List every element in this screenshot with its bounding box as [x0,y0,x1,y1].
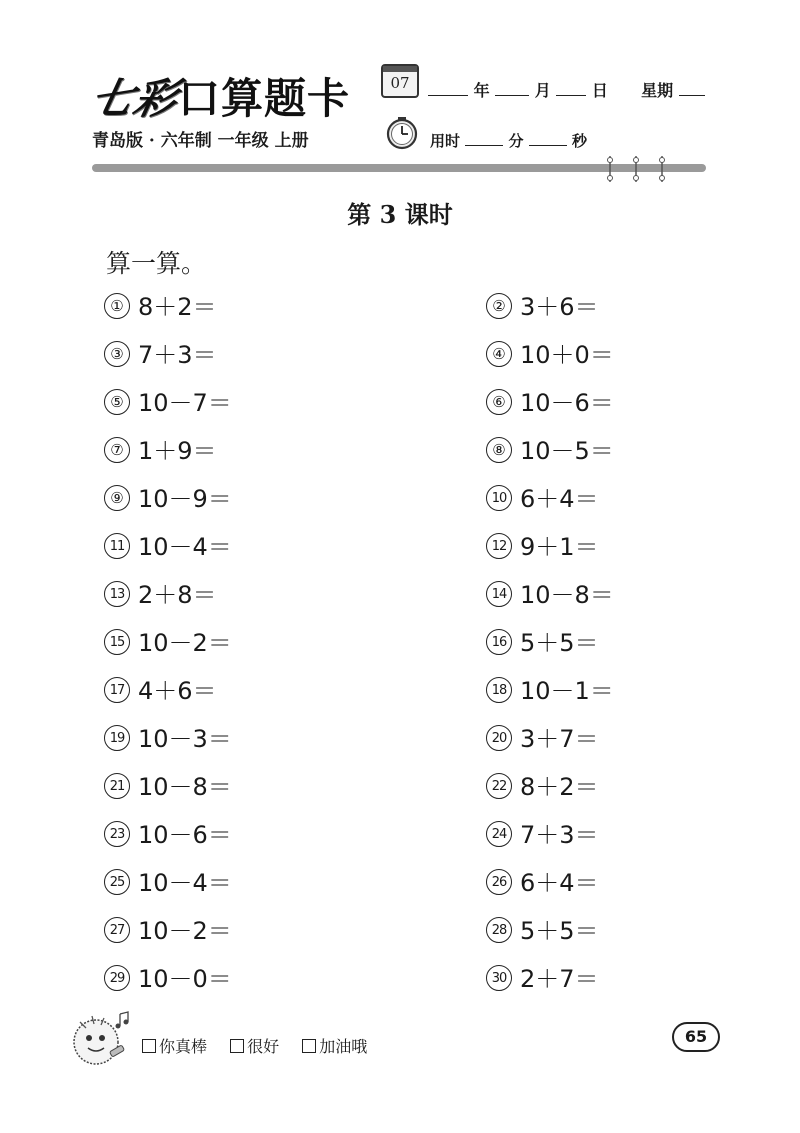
problem-expression: 10－3＝ [138,725,232,753]
problem-number: ⑨ [104,485,130,511]
problem-item [104,628,232,658]
problem-item [104,388,232,418]
problem-expression: 10－1＝ [520,677,614,705]
month-label: 月 [534,81,551,100]
problem-item [104,292,217,322]
problem-expression: 10－9＝ [138,485,232,513]
problem-item [486,580,614,610]
problem-number: 12 [486,533,512,559]
problem-expression: 10－0＝ [138,965,232,993]
minutes-label: 分 [508,132,524,150]
problem-expression: 3＋6＝ [520,293,599,321]
year-blank[interactable] [428,81,468,96]
time-fill-line [430,130,587,151]
binder-clip-icon [659,156,665,182]
problem-expression: 10－7＝ [138,389,232,417]
problem-number: 14 [486,581,512,607]
checkbox-icon[interactable] [230,1039,244,1053]
problem-number: ⑥ [486,389,512,415]
problem-expression: 9＋1＝ [520,533,599,561]
problem-item [486,868,599,898]
problem-number: 16 [486,629,512,655]
problem-number: 22 [486,773,512,799]
rating-label: 你真棒 [159,1037,208,1056]
problem-item [104,676,217,706]
problem-expression: 4＋6＝ [138,677,217,705]
brand-title [86,66,351,126]
problem-item [486,484,599,514]
brand-title-first: 七彩 [86,74,183,123]
problem-item [486,724,599,754]
problem-expression: 2＋8＝ [138,581,217,609]
problem-expression: 10－6＝ [520,389,614,417]
problem-item [486,820,599,850]
problem-expression: 7＋3＝ [520,821,599,849]
rating-label: 很好 [247,1037,280,1056]
minutes-blank[interactable] [465,131,503,146]
problem-expression: 10－4＝ [138,533,232,561]
problem-expression: 10－4＝ [138,869,232,897]
page-number: 65 [672,1022,720,1052]
problem-expression: 10－6＝ [138,821,232,849]
problem-item [104,820,232,850]
year-label: 年 [473,81,490,100]
problem-expression: 7＋3＝ [138,341,217,369]
problem-item [486,964,599,994]
problem-item [104,868,232,898]
weekday-label: 星期 [641,81,674,100]
weekday-blank[interactable] [679,81,705,96]
edition-label: 青岛版 · 六年制 一年级 上册 [92,131,309,151]
problem-expression: 6＋4＝ [520,485,599,513]
self-rating [142,1034,385,1057]
rating-option-good[interactable] [230,1037,279,1056]
day-label: 日 [591,81,608,100]
problem-expression: 5＋5＝ [520,917,599,945]
lesson-title: 第 3 课时 [347,200,453,229]
problem-number: 26 [486,869,512,895]
problem-expression: 6＋4＝ [520,869,599,897]
day-blank[interactable] [556,81,586,96]
rating-label: 加油哦 [319,1037,368,1056]
problem-item [486,916,599,946]
calendar-icon [381,64,419,98]
problem-item [486,772,599,802]
problem-number: 21 [104,773,130,799]
problem-expression: 8＋2＝ [138,293,217,321]
problem-item [486,628,599,658]
problem-expression: 10－5＝ [520,437,614,465]
seconds-label: 秒 [571,132,587,150]
brand-title-rest: 口算题卡 [178,74,351,123]
problem-number: 18 [486,677,512,703]
problem-expression: 5＋5＝ [520,629,599,657]
time-prefix: 用时 [430,132,461,150]
problem-expression: 3＋7＝ [520,725,599,753]
rating-option-keep-going[interactable] [302,1037,367,1056]
problem-number: 28 [486,917,512,943]
mascot-illustration [66,1004,136,1072]
problem-number: 17 [104,677,130,703]
problem-item [104,484,232,514]
seconds-blank[interactable] [529,131,567,146]
problem-number: ③ [104,341,130,367]
problem-item [486,388,614,418]
problem-expression: 2＋7＝ [520,965,599,993]
problem-number: 13 [104,581,130,607]
problem-number: 24 [486,821,512,847]
problem-expression: 10－8＝ [138,773,232,801]
checkbox-icon[interactable] [302,1039,316,1053]
problem-item [104,772,232,802]
problem-item [104,340,217,370]
calendar-number: 07 [390,74,410,92]
problem-item [486,292,599,322]
problem-number: 27 [104,917,130,943]
problem-number: 15 [104,629,130,655]
problem-number: ⑦ [104,437,130,463]
problem-item [104,964,232,994]
problem-number: 23 [104,821,130,847]
problem-number: ① [104,293,130,319]
problem-number: 19 [104,725,130,751]
problem-expression: 10－8＝ [520,581,614,609]
problem-number: ④ [486,341,512,367]
instruction-text: 算一算。 [106,249,207,278]
problem-item [104,916,232,946]
problem-expression: 10－2＝ [138,917,232,945]
checkbox-icon[interactable] [142,1039,156,1053]
problem-item [104,724,232,754]
problem-number: ② [486,293,512,319]
problem-number: 10 [486,485,512,511]
problem-number: 11 [104,533,130,559]
problem-item [486,532,599,562]
date-fill-line [428,78,705,101]
problem-item [104,532,232,562]
header-divider [92,164,706,172]
problem-item [486,340,614,370]
problem-number: 29 [104,965,130,991]
problem-item [104,580,217,610]
problem-expression: 1＋9＝ [138,437,217,465]
month-blank[interactable] [495,81,529,96]
binder-clip-icon [607,156,613,182]
problem-item [486,676,614,706]
rating-option-great[interactable] [142,1037,207,1056]
binder-clip-icon [633,156,639,182]
problem-number: ⑧ [486,437,512,463]
problem-expression: 10＋0＝ [520,341,614,369]
problem-number: ⑤ [104,389,130,415]
problem-expression: 10－2＝ [138,629,232,657]
problem-expression: 8＋2＝ [520,773,599,801]
problem-item [486,436,614,466]
problem-number: 30 [486,965,512,991]
problem-number: 25 [104,869,130,895]
clock-icon [385,116,419,150]
problem-item [104,436,217,466]
problem-number: 20 [486,725,512,751]
